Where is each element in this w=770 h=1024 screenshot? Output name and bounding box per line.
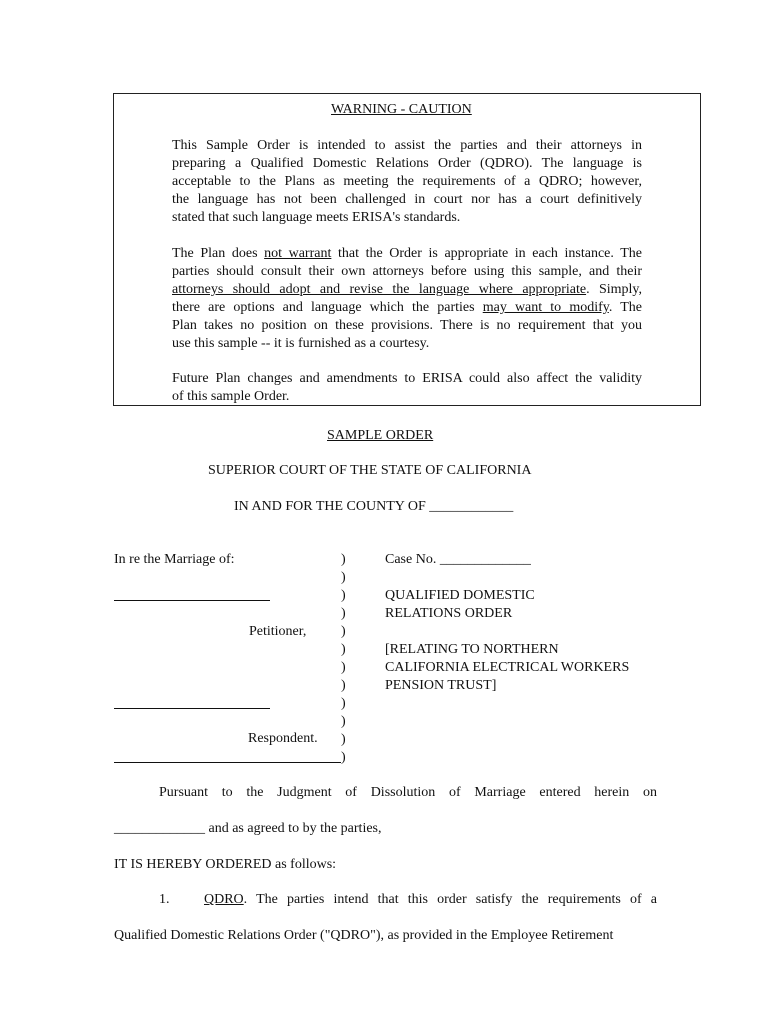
respondent-name-blank: [114, 708, 270, 709]
item-1-line: [204, 891, 657, 909]
caption-paren: ): [341, 750, 346, 765]
warning-p2-line: use this sample -- it is furnished as a courtesy.: [172, 336, 430, 351]
warning-p3-line: of this sample Order.: [172, 389, 290, 404]
caption-paren: ): [341, 678, 346, 693]
warning-p2-line: [172, 245, 642, 263]
text-run: . The parties intend that this order satisfy the requirements of a: [243, 892, 657, 907]
caption-paren: ): [341, 570, 346, 585]
item-1-continuation: Qualified Domestic Relations Order ("QDRO"), as provided in the Employee Retirement: [114, 928, 614, 943]
caption-bottom-rule: [114, 762, 341, 763]
underlined-text: not warrant: [264, 246, 332, 261]
warning-p2-line: [172, 281, 642, 299]
petitioner-name-blank: [114, 600, 270, 601]
caption-paren: ): [341, 714, 346, 729]
respondent-label: Respondent.: [248, 731, 318, 746]
court-heading: SUPERIOR COURT OF THE STATE OF CALIFORNIA: [208, 463, 532, 478]
text-run: . Simply,: [586, 282, 643, 297]
warning-p1-line: preparing a Qualified Domestic Relations Order (QDRO). The language is: [172, 156, 642, 171]
pursuant-line: Pursuant to the Judgment of Dissolution of Marriage entered herein on: [159, 785, 657, 800]
warning-p2-line: Plan takes no position on these provisions. There is no requirement that you: [172, 318, 642, 333]
caption-paren: ): [341, 552, 346, 567]
ordered-line: IT IS HEREBY ORDERED as follows:: [114, 857, 337, 872]
warning-p1-line: acceptable to the Plans as meeting the requirements of a QDRO; however,: [172, 174, 642, 189]
text-run: The Plan does: [172, 246, 265, 261]
county-heading: IN AND FOR THE COUNTY OF ____________: [234, 499, 514, 514]
warning-p1-line: the language has not been challenged in court nor has a court definitively: [172, 192, 642, 207]
warning-p2-line: parties should consult their own attorneys before using this sample, and their: [172, 264, 642, 279]
text-run: . The: [608, 300, 643, 315]
text-run: that the Order is appropriate in each instance. The: [331, 246, 642, 261]
warning-p1-line: This Sample Order is intended to assist the parties and their attorneys in: [172, 138, 642, 153]
text-run: there are options and language which the parties: [172, 300, 483, 315]
marriage-label: In re the Marriage of:: [114, 552, 235, 567]
caption-paren: ): [341, 588, 346, 603]
caption-paren: ): [341, 642, 346, 657]
relating-line: [RELATING TO NORTHERN: [385, 642, 559, 657]
caption-paren: ): [341, 624, 346, 639]
caption-paren: ): [341, 660, 346, 675]
order-title-line: RELATIONS ORDER: [385, 606, 513, 621]
relating-line: PENSION TRUST]: [385, 678, 497, 693]
petitioner-label: Petitioner,: [249, 624, 307, 639]
order-title-line: QUALIFIED DOMESTIC: [385, 588, 535, 603]
relating-line: CALIFORNIA ELECTRICAL WORKERS: [385, 660, 630, 675]
item-1-number: 1.: [159, 892, 170, 907]
underlined-text: attorneys should adopt and revise the language where appropriate: [172, 282, 587, 297]
item-1-heading: QDRO: [204, 892, 244, 907]
caption-paren: ): [341, 732, 346, 747]
agreed-line: _____________ and as agreed to by the parties,: [114, 821, 382, 836]
caption-paren: ): [341, 606, 346, 621]
underlined-text: may want to modify: [482, 300, 609, 315]
caption-paren: ): [341, 696, 346, 711]
warning-p3-line: Future Plan changes and amendments to ERISA could also affect the validity: [172, 371, 642, 386]
sample-order-heading: SAMPLE ORDER: [327, 428, 434, 443]
case-number: Case No. _____________: [385, 552, 531, 567]
warning-p2-line: [172, 299, 642, 317]
warning-title: WARNING - CAUTION: [331, 102, 472, 117]
warning-p1-line: stated that such language meets ERISA's standards.: [172, 210, 461, 225]
